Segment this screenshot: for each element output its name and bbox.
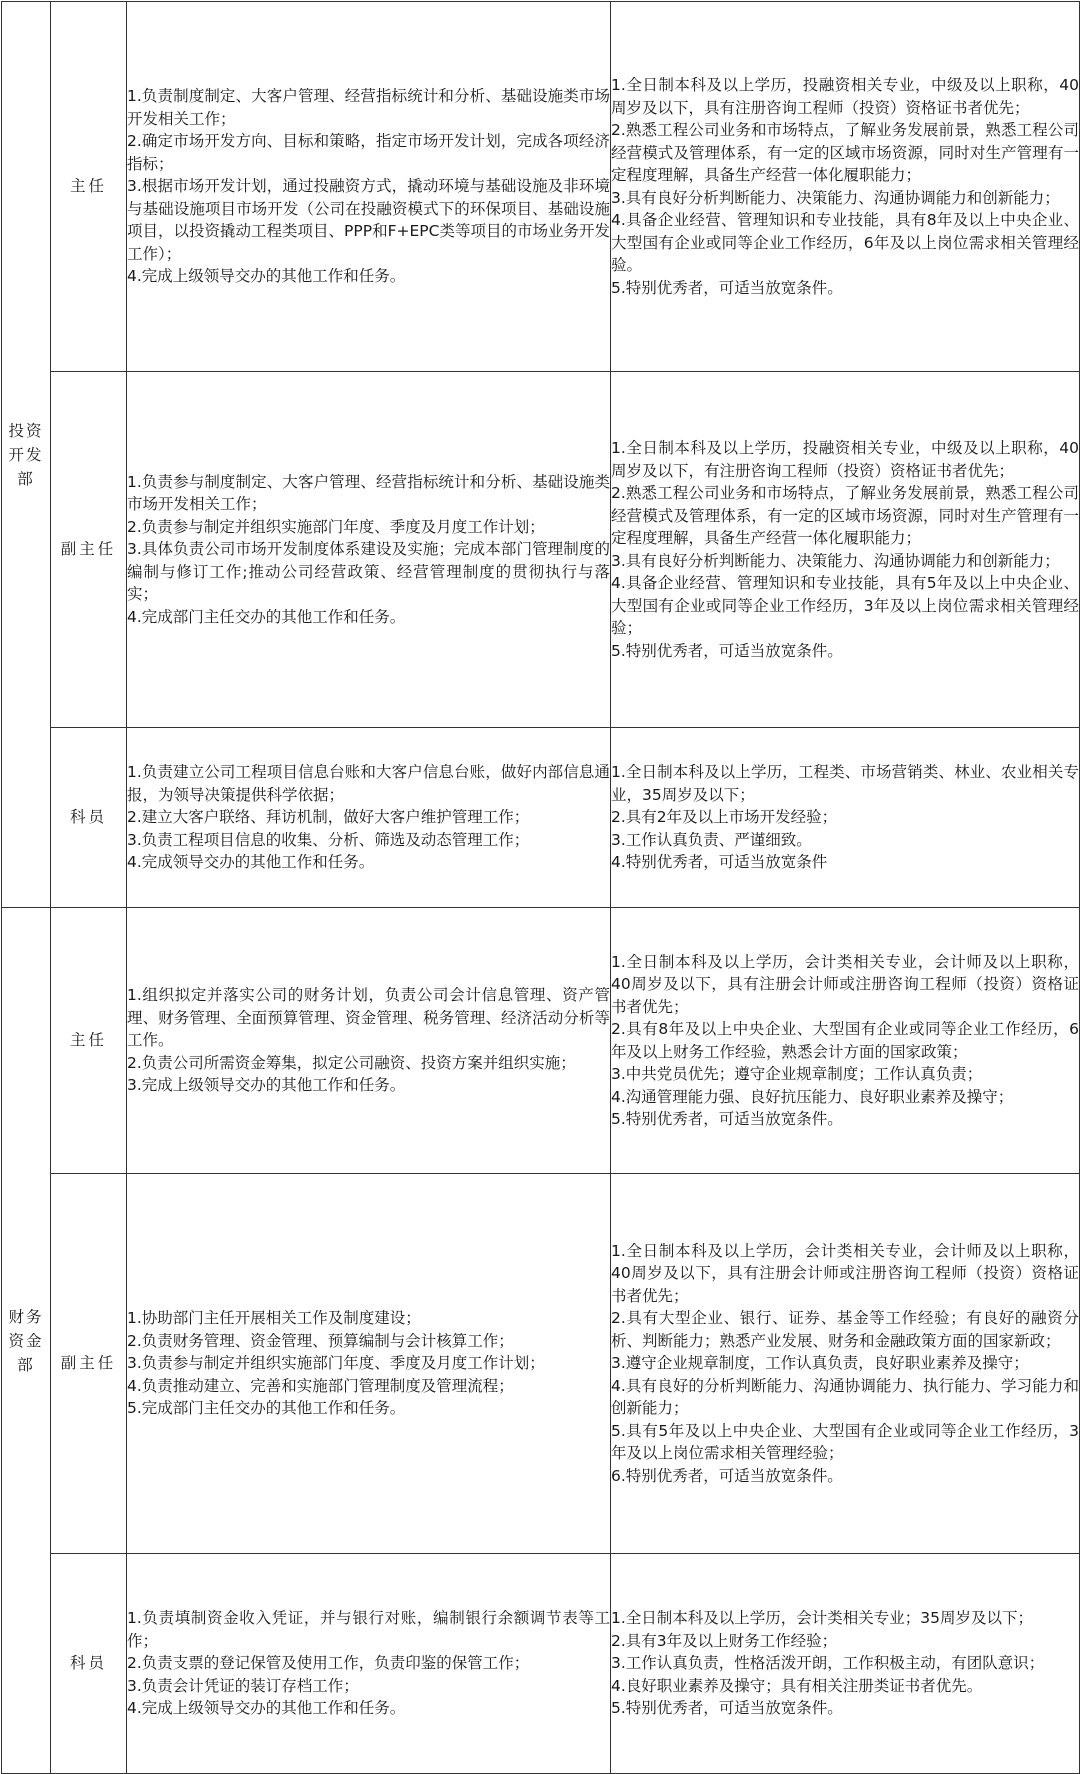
- table-row: [2, 1554, 1080, 1774]
- requirement-item: 6.特别优秀者，可适当放宽条件。: [611, 1466, 843, 1485]
- requirement-item: 4.沟通管理能力强、良好抗压能力、良好职业素养及操守；: [611, 1087, 1014, 1106]
- position-name: 副主任: [60, 540, 117, 559]
- requirement-item: 2.具有大型企业、银行、证券、基金等工作经验；有良好的融资分析、判断能力；熟悉产业发展、财务和金融政策方面的国家新政；: [611, 1309, 1079, 1350]
- duty-item: 2.负责财务管理、资金管理、预算编制与会计核算工作；: [127, 1331, 514, 1350]
- table-row: [2, 2, 1080, 372]
- duties-cell: [127, 2, 611, 372]
- duty-item: 1.协助部门主任开展相关工作及制度建设；: [127, 1309, 421, 1328]
- position-name: 科员: [69, 1654, 107, 1673]
- requirement-item: 3.工作认真负责，性格活泼开朗，工作积极主动，有团队意识；: [611, 1654, 1045, 1673]
- requirement-item: 2.具有3年及以上财务工作经验；: [611, 1631, 838, 1650]
- duties-cell: [127, 908, 611, 1174]
- duty-item: 2.负责支票的登记保管及使用工作，负责印鉴的保管工作；: [127, 1654, 530, 1673]
- position-name: 主任: [69, 1031, 107, 1050]
- requirement-item: 1.全日制本科及以上学历，会计类相关专业，会计师及以上职称，40周岁及以下，具有注册会计师或注册咨询工程师（投资）资格证书者优先；: [611, 952, 1079, 1016]
- requirement-item: 3.遵守企业规章制度，工作认真负责，良好职业素养及操守；: [611, 1354, 1029, 1373]
- requirement-item: 5.具有5年及以上中央企业、大型国有企业或同等企业工作经历，3年及以上岗位需求相关管理经验；: [611, 1421, 1079, 1463]
- duty-item: 1.负责填制资金收入凭证，并与银行对账，编制银行余额调节表等工作；: [127, 1609, 610, 1650]
- requirement-item: 3.中共党员优先；遵守企业规章制度；工作认真负责；: [611, 1065, 983, 1083]
- duty-item: 5.完成部门主任交办的其他工作和任务。: [127, 1399, 406, 1418]
- duty-item: 3.具体负责公司市场开发制度体系建设及实施；完成本部门管理制度的编制与修订工作;推动公司经营政策、经营管理制度的贯彻执行与落实；: [127, 540, 610, 604]
- table-row: [2, 908, 1080, 1174]
- duty-item: 4.完成部门主任交办的其他工作和任务。: [127, 607, 406, 626]
- requirement-item: 3.工作认真负责、严谨细致。: [611, 830, 812, 849]
- duty-item: 1.负责制度制定、大客户管理、经营指标统计和分析、基础设施类市场开发相关工作；: [127, 87, 610, 128]
- duty-item: 4.负责推动建立、完善和实施部门管理制度及管理流程；: [127, 1376, 514, 1395]
- requirements-cell: [611, 2, 1080, 372]
- requirement-item: 2.熟悉工程公司业务和市场特点，了解业务发展前景，熟悉工程公司经营模式及管理体系，有一定的区域市场资源，同时对生产管理有一定程度理解，具备生产经营一体化履职能力；: [611, 121, 1079, 184]
- duty-item: 2.负责参与制定并组织实施部门年度、季度及月度工作计划；: [127, 517, 545, 536]
- department-cell: [2, 908, 51, 1774]
- duty-item: 2.确定市场开发方向、目标和策略，指定市场开发计划，完成各项经济指标；: [127, 132, 610, 173]
- department-cell: [2, 2, 51, 908]
- requirement-item: 2.具有2年及以上市场开发经验；: [611, 808, 838, 827]
- requirement-item: 1.全日制本科及以上学历，工程类、市场营销类、林业、农业相关专业，35周岁及以下；: [611, 763, 1079, 804]
- requirement-item: 2.具有8年及以上中央企业、大型国有企业或同等企业工作经历，6年及以上财务工作经验，熟悉会计方面的国家政策；: [611, 1020, 1079, 1061]
- position-cell: [51, 372, 127, 728]
- department-name: 投资开发部: [8, 421, 44, 488]
- job-requirements-table: [1, 1, 1080, 1774]
- table-row: [2, 1174, 1080, 1554]
- duties-cell: [127, 1174, 611, 1554]
- requirements-cell: [611, 1174, 1080, 1554]
- duty-item: 2.负责公司所需资金筹集，拟定公司融资、投资方案并组织实施；: [127, 1053, 576, 1072]
- duty-item: 1.组织拟定并落实公司的财务计划，负责公司会计信息管理、资产管理、财务管理、全面预算管理、资金管理、税务管理、经济活动分析等工作。: [127, 986, 610, 1050]
- requirement-item: 1.全日制本科及以上学历，投融资相关专业，中级及以上职称，40周岁及以下，有注册咨询工程师（投资）资格证书者优先；: [611, 439, 1079, 480]
- requirement-item: 3.具有良好分析判断能力、决策能力、沟通协调能力和创新能力；: [611, 188, 1060, 207]
- duties-cell: [127, 1554, 611, 1774]
- duty-item: 3.负责参与制定并组织实施部门年度、季度及月度工作计划；: [127, 1354, 545, 1373]
- requirement-item: 4.良好职业素养及操守；具有相关注册类证书者优先。: [611, 1676, 983, 1695]
- duties-cell: [127, 372, 611, 728]
- duty-item: 4.完成上级领导交办的其他工作和任务。: [127, 267, 406, 286]
- duty-item: 2.建立大客户联络、拜访机制，做好大客户维护管理工作；: [127, 808, 530, 827]
- duty-item: 3.完成上级领导交办的其他工作和任务。: [127, 1076, 406, 1095]
- requirement-item: 1.全日制本科及以上学历，投融资相关专业，中级及以上职称，40周岁及以下，具有注册咨询工程师（投资）资格证书者优先；: [611, 76, 1079, 117]
- requirement-item: 3.具有良好分析判断能力、决策能力、沟通协调能力和创新能力；: [611, 551, 1060, 570]
- position-name: 副主任: [60, 1354, 117, 1373]
- duty-item: 4.完成上级领导交办的其他工作和任务。: [127, 1699, 406, 1718]
- position-cell: [51, 908, 127, 1174]
- requirements-cell: [611, 372, 1080, 728]
- position-cell: [51, 2, 127, 372]
- position-cell: [51, 1554, 127, 1774]
- duty-item: 1.负责建立公司工程项目信息台账和大客户信息台账，做好内部信息通报，为领导决策提供科学依据；: [127, 763, 610, 804]
- duty-item: 3.负责会计凭证的装订存档工作；: [127, 1676, 359, 1695]
- requirement-item: 4.具备企业经营、管理知识和专业技能，具有5年及以上中央企业、大型国有企业或同等企业工作经历，3年及以上岗位需求相关管理经验；: [611, 574, 1079, 637]
- requirement-item: 4.具有良好的分析判断能力、沟通协调能力、执行能力、学习能力和创新能力；: [611, 1376, 1079, 1418]
- duties-cell: [127, 728, 611, 908]
- requirement-item: 5.特别优秀者，可适当放宽条件。: [611, 1110, 843, 1128]
- position-name: 科员: [69, 808, 107, 827]
- requirement-item: 4.具备企业经营、管理知识和专业技能，具有8年及以上中央企业、大型国有企业或同等企业工作经历，6年及以上岗位需求相关管理经验。: [611, 211, 1079, 274]
- requirement-item: 5.特别优秀者，可适当放宽条件。: [611, 278, 843, 297]
- requirement-item: 4.特别优秀者，可适当放宽条件: [611, 853, 828, 872]
- requirement-item: 5.特别优秀者，可适当放宽条件。: [611, 641, 843, 660]
- position-name: 主任: [69, 177, 107, 196]
- duty-item: 1.负责参与制度制定、大客户管理、经营指标统计和分析、基础设施类市场开发相关工作；: [127, 472, 610, 514]
- position-cell: [51, 1174, 127, 1554]
- table-row: [2, 372, 1080, 728]
- table-row: [2, 728, 1080, 908]
- requirement-item: 2.熟悉工程公司业务和市场特点，了解业务发展前景，熟悉工程公司经营模式及管理体系，有一定的区域市场资源，同时对生产管理有一定程度理解，具备生产经营一体化履职能力；: [611, 484, 1079, 547]
- requirements-cell: [611, 728, 1080, 908]
- requirement-item: 1.全日制本科及以上学历，会计类相关专业，会计师及以上职称，40周岁及以下，具有注册会计师或注册咨询工程师（投资）资格证书者优先；: [611, 1241, 1079, 1305]
- requirements-cell: [611, 908, 1080, 1174]
- requirement-item: 5.特别优秀者，可适当放宽条件。: [611, 1699, 843, 1718]
- requirements-cell: [611, 1554, 1080, 1774]
- requirement-item: 1.全日制本科及以上学历，会计类相关专业；35周岁及以下；: [611, 1609, 1034, 1628]
- department-name: 财务资金部: [8, 1307, 44, 1374]
- duty-item: 3.根据市场开发计划，通过投融资方式，撬动环境与基础设施及非环境与基础设施项目市场开发（公司在投融资模式下的环保项目、基础设施项目，以投资撬动工程类项目、PPP和F+EPC类等项目的市场业务开发工作）；: [127, 177, 610, 263]
- duty-item: 4.完成领导交办的其他工作和任务。: [127, 853, 375, 872]
- position-cell: [51, 728, 127, 908]
- duty-item: 3.负责工程项目信息的收集、分析、筛选及动态管理工作；: [127, 830, 530, 849]
